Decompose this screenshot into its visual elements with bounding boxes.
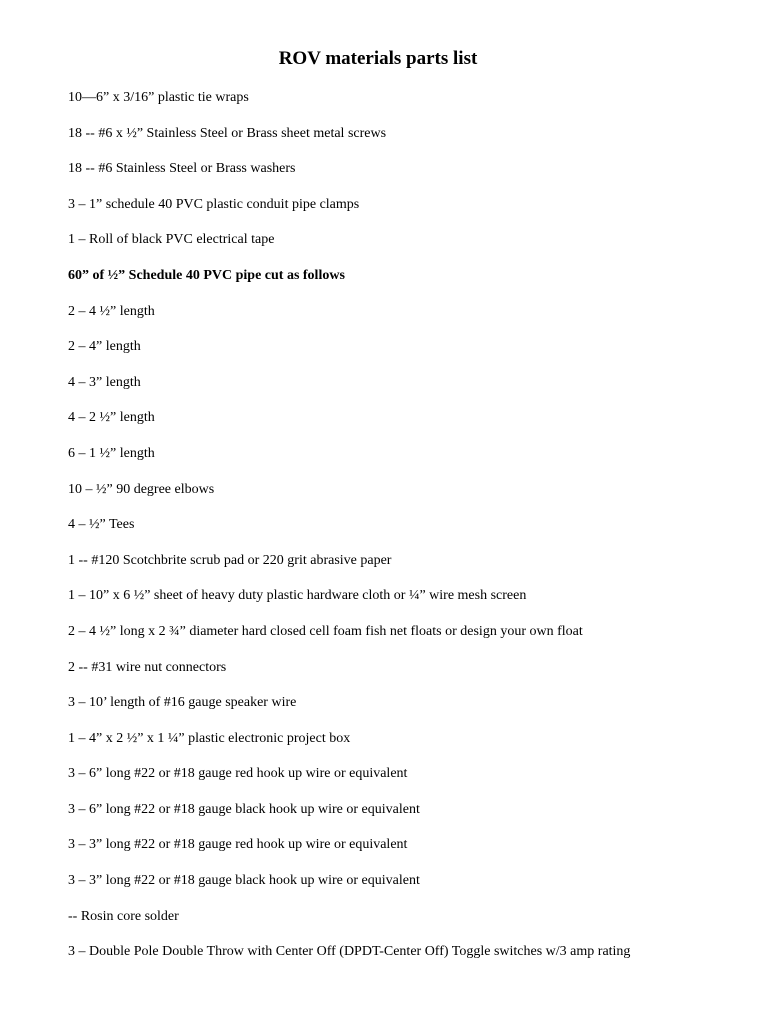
section-heading: 60” of ½” Schedule 40 PVC pipe cut as follows [68,267,345,283]
list-item: 3 – 6” long #22 or #18 gauge red hook up wire or equivalent [68,766,408,782]
list-item: 3 – 6” long #22 or #18 gauge black hook up wire or equivalent [68,801,420,817]
list-item: 1 – Roll of black PVC electrical tape [68,232,275,248]
list-item: 18 -- #6 x ½” Stainless Steel or Brass sheet metal screws [68,125,387,141]
list-item: 2 – 4 ½” length [68,303,155,319]
list-item: 10—6” x 3/16” plastic tie wraps [68,90,249,105]
list-item: 2 – 4” length [68,339,141,355]
list-item: 6 – 1 ½” length [68,445,155,461]
list-item: 1 – 4” x 2 ½” x 1 ¼” plastic electronic project box [68,730,351,746]
list-item: 2 – 4 ½” long x 2 ¾” diameter hard closed cell foam fish net floats or design your own float [68,623,583,639]
page-title: ROV materials parts list [278,48,478,69]
list-item: 2 -- #31 wire nut connectors [68,659,227,675]
list-item: 1 – 10” x 6 ½” sheet of heavy duty plastic hardware cloth or ¼” wire mesh screen [68,588,527,604]
list-item: 4 – 3” length [68,374,141,390]
list-item: 18 -- #6 Stainless Steel or Brass washers [68,161,296,177]
list-item: 3 – 1” schedule 40 PVC plastic conduit pipe clamps [68,196,360,212]
list-item: -- Rosin core solder [68,908,179,924]
list-item: 10 – ½” 90 degree elbows [68,481,215,497]
list-item: 4 – ½” Tees [68,517,135,533]
list-item: 1 -- #120 Scotchbrite scrub pad or 220 grit abrasive paper [68,552,392,568]
list-item: 3 – Double Pole Double Throw with Center Off (DPDT-Center Off) Toggle switches w/3 amp rating [68,944,631,960]
list-item: 3 – 3” long #22 or #18 gauge red hook up wire or equivalent [68,837,408,853]
parts-list [68,88,630,978]
list-item: 4 – 2 ½” length [68,410,155,426]
list-item: 3 – 10’ length of #16 gauge speaker wire [68,695,297,711]
list-item: 3 – 3” long #22 or #18 gauge black hook up wire or equivalent [68,873,420,889]
